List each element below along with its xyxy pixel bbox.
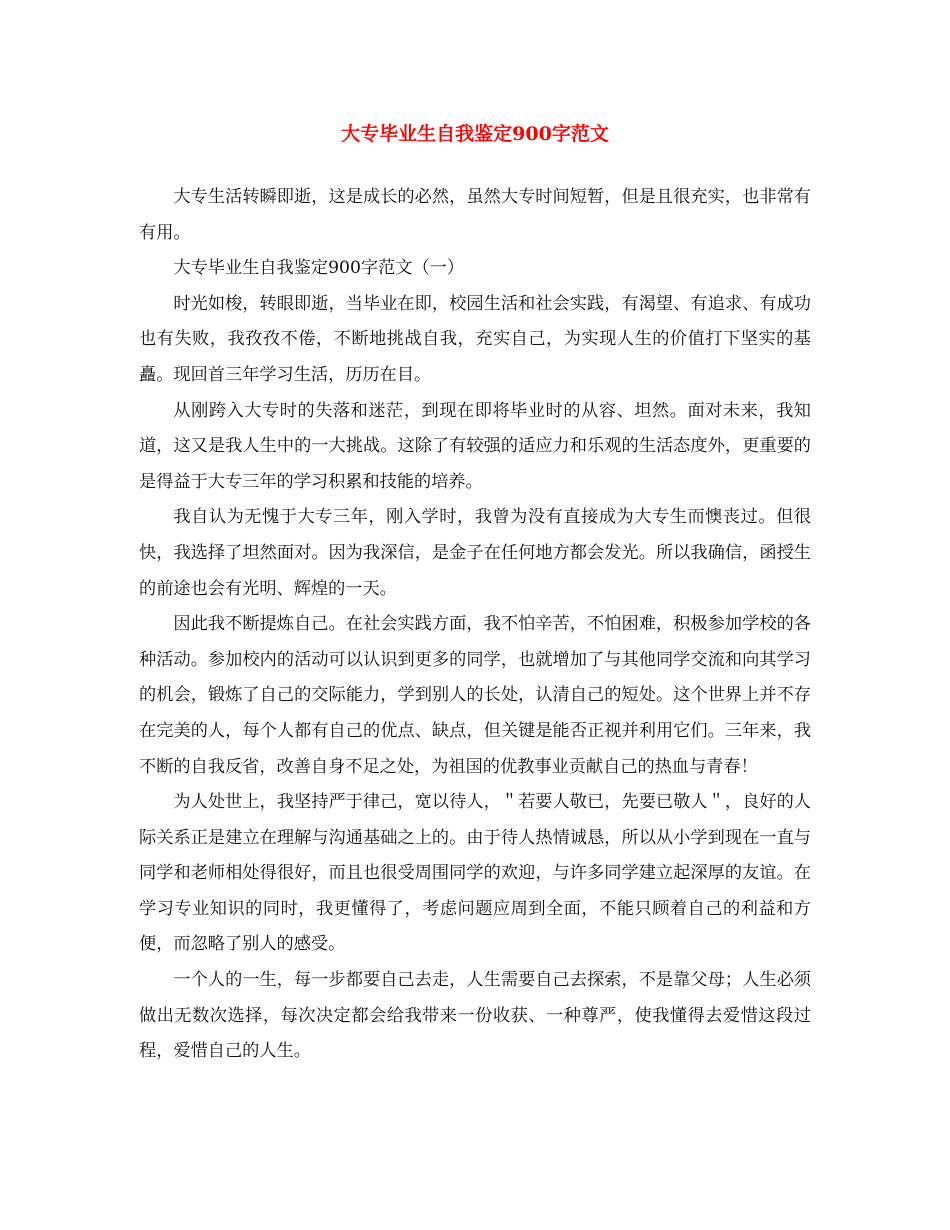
paragraph: 因此我不断提炼自己。在社会实践方面，我不怕辛苦，不怕困难，积极参加学校的各种活动。参加校内的活动可以认识到更多的同学，也就增加了与其他同学交流和向其学习的机会，锻炼了自己的交际能力，学到别人的长处，认清自己的短处。这个世界上并不存在完美的人，每个人都有自己的优点、缺点，但关键是能否正视并利用它们。三年来，我不断的自我反省，改善自身不足之处，为祖国的优教事业贡献自己的热血与青春！ bbox=[139, 614, 811, 777]
paragraph-intro: 大专生活转瞬即逝，这是成长的必然，虽然大专时间短暂，但是且很充实，也非常有有用。 bbox=[139, 187, 811, 243]
document-body bbox=[139, 180, 811, 1070]
paragraph: 从刚跨入大专时的失落和迷茫，到现在即将毕业时的从容、坦然。面对未来，我知道，这又是我人生中的一大挑战。这除了有较强的适应力和乐观的生活态度外，更重要的是得益于大专三年的学习积累和技能的培养。 bbox=[139, 400, 811, 492]
paragraph: 我自认为无愧于大专三年，刚入学时，我曾为没有直接成为大专生而懊丧过。但很快，我选择了坦然面对。因为我深信，是金子在任何地方都会发光。所以我确信，函授生的前途也会有光明、辉煌的一天。 bbox=[139, 507, 811, 599]
section-heading: 大专毕业生自我鉴定900字范文（一） bbox=[173, 258, 465, 279]
document-title: 大专毕业生自我鉴定900字范文 bbox=[341, 123, 609, 145]
paragraph: 时光如梭，转眼即逝，当毕业在即，校园生活和社会实践，有渴望、有追求、有成功也有失败，我孜孜不倦，不断地挑战自我，充实自己，为实现人生的价值打下坚实的基矗。现回首三年学习生活，历历在目。 bbox=[139, 293, 811, 385]
paragraph: 一个人的一生，每一步都要自己去走，人生需要自己去探索，不是靠父母；人生必须做出无数次选择，每次决定都会给我带来一份收获、一种尊严，使我懂得去爱惜这段过程，爱惜自己的人生。 bbox=[139, 970, 811, 1062]
paragraph: 为人处世上，我坚持严于律己，宽以待人，＂若要人敬已，先要已敬人＂，良好的人际关系正是建立在理解与沟通基础之上的。由于待人热情诚恳，所以从小学到现在一直与同学和老师相处得很好，而且也很受周围同学的欢迎，与许多同学建立起深厚的友谊。在学习专业知识的同时，我更懂得了，考虑问题应周到全面，不能只顾着自己的利益和方便，而忽略了别人的感受。 bbox=[139, 792, 811, 955]
